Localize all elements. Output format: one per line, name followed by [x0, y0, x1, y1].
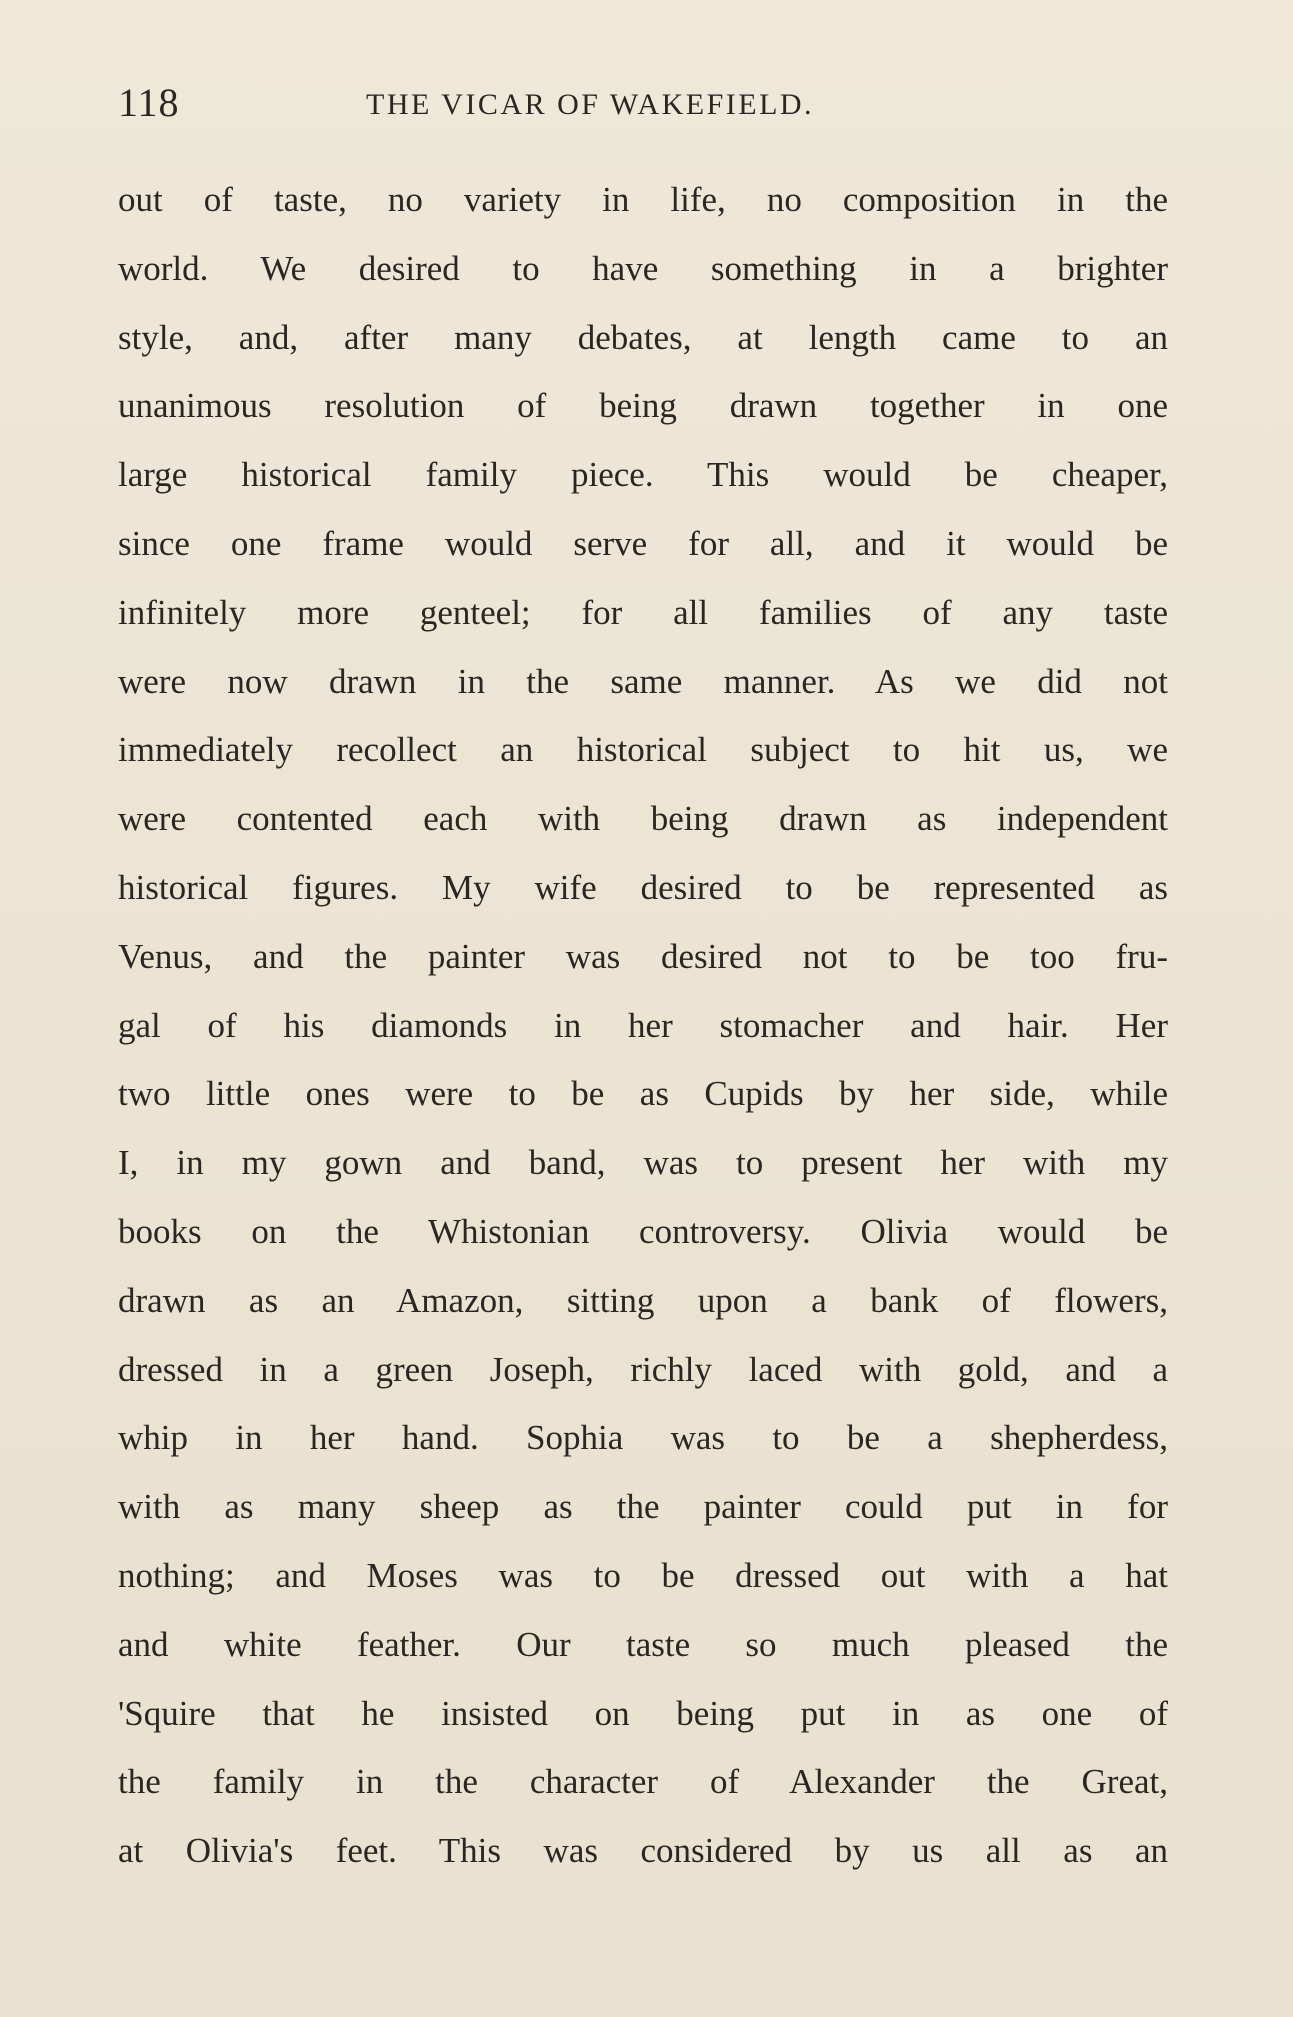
text-line: unanimous resolution of being drawn together in one [118, 386, 1168, 426]
text-line: 'Squire that he insisted on being put in as one of [118, 1693, 1168, 1733]
running-title: THE VICAR OF WAKEFIELD. [366, 88, 815, 121]
text-line: large historical family piece. This would be cheaper, [118, 455, 1168, 495]
text-line: drawn as an Amazon, sitting upon a bank of flowers, [118, 1280, 1168, 1320]
text-line: since one frame would serve for all, and it would be [118, 523, 1168, 563]
page-header [118, 78, 1168, 128]
text-line: dressed in a green Joseph, richly laced with gold, and a [118, 1349, 1168, 1389]
text-line: at Olivia's feet. This was considered by us all as an [118, 1831, 1168, 1871]
text-line: world. We desired to have something in a brighter [118, 248, 1168, 288]
text-line: two little ones were to be as Cupids by her side, while [118, 1074, 1168, 1114]
text-line: books on the Whistonian controversy. Olivia would be [118, 1211, 1168, 1251]
text-line: nothing; and Moses was to be dressed out with a hat [118, 1555, 1168, 1595]
text-line: infinitely more genteel; for all families of any taste [118, 592, 1168, 632]
text-line: with as many sheep as the painter could put in for [118, 1487, 1168, 1527]
text-line: were now drawn in the same manner. As we did not [118, 661, 1168, 701]
text-line: immediately recollect an historical subject to hit us, we [118, 730, 1168, 770]
text-line: historical figures. My wife desired to be represented as [118, 867, 1168, 907]
text-line: whip in her hand. Sophia was to be a shepherdess, [118, 1418, 1168, 1458]
text-line: the family in the character of Alexander the Great, [118, 1762, 1168, 1802]
text-line: were contented each with being drawn as independent [118, 799, 1168, 839]
text-line: gal of his diamonds in her stomacher and hair. Her [118, 1005, 1168, 1045]
text-line: style, and, after many debates, at length came to an [118, 317, 1168, 357]
text-line: I, in my gown and band, was to present her with my [118, 1143, 1168, 1183]
text-line: out of taste, no variety in life, no composition in the [118, 180, 1168, 219]
body-text [118, 166, 1168, 1886]
text-line: Venus, and the painter was desired not to be too fru- [118, 936, 1168, 976]
page-number: 118 [118, 80, 180, 125]
text-line: and white feather. Our taste so much pleased the [118, 1624, 1168, 1664]
